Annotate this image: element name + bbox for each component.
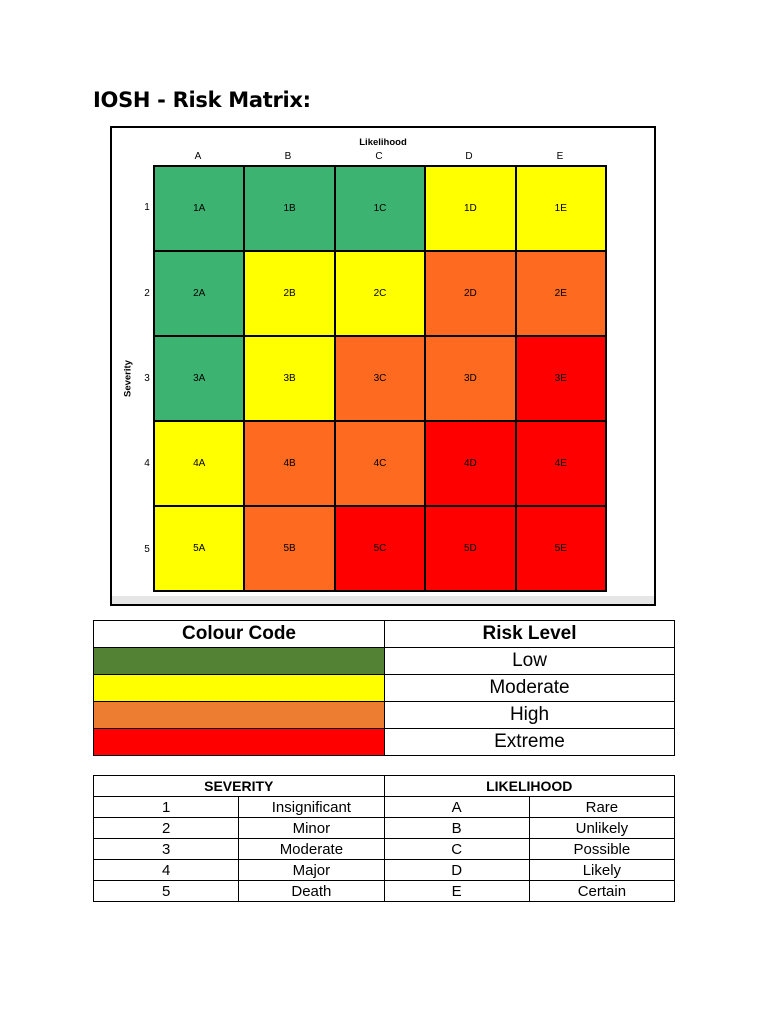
severity-header: SEVERITY	[94, 776, 385, 797]
matrix-cell: 5D	[425, 506, 515, 591]
row-label: 2	[144, 288, 150, 299]
risk-level-label: High	[385, 702, 675, 729]
severity-number: 1	[94, 797, 239, 818]
likelihood-label: Certain	[529, 881, 674, 902]
severity-likelihood-key-table	[93, 775, 675, 902]
colour-swatch-low	[94, 648, 385, 675]
frame-bottom-strip	[112, 596, 654, 604]
severity-label: Minor	[239, 818, 384, 839]
matrix-cell: 2E	[516, 251, 606, 336]
matrix-cell: 4A	[154, 421, 244, 506]
likelihood-header: LIKELIHOOD	[384, 776, 675, 797]
table-row	[94, 818, 675, 839]
severity-number: 4	[94, 860, 239, 881]
column-label: C	[375, 151, 383, 162]
matrix-cell: 5B	[244, 506, 334, 591]
matrix-cell: 5E	[516, 506, 606, 591]
likelihood-code: A	[384, 797, 529, 818]
table-row	[94, 881, 675, 902]
colour-swatch-high	[94, 702, 385, 729]
risk-level-label: Low	[385, 648, 675, 675]
table-row	[94, 797, 675, 818]
column-label: E	[556, 151, 564, 162]
matrix-cell: 2C	[335, 251, 425, 336]
likelihood-label: Likely	[529, 860, 674, 881]
risk-level-label: Moderate	[385, 675, 675, 702]
severity-label: Death	[239, 881, 384, 902]
severity-number: 5	[94, 881, 239, 902]
matrix-cell: 2A	[154, 251, 244, 336]
matrix-cell: 3C	[335, 336, 425, 421]
likelihood-code: D	[384, 860, 529, 881]
matrix-cell: 2D	[425, 251, 515, 336]
column-label: B	[284, 151, 292, 162]
colour-swatch-moderate	[94, 675, 385, 702]
row-label: 1	[144, 202, 150, 213]
likelihood-label: Rare	[529, 797, 674, 818]
column-label: A	[194, 151, 202, 162]
likelihood-code: E	[384, 881, 529, 902]
likelihood-label: Possible	[529, 839, 674, 860]
page-title: IOSH - Risk Matrix:	[93, 88, 311, 112]
matrix-cell: 1E	[516, 166, 606, 251]
matrix-cell: 1A	[154, 166, 244, 251]
matrix-cell: 5C	[335, 506, 425, 591]
matrix-cell: 5A	[154, 506, 244, 591]
likelihood-label: Unlikely	[529, 818, 674, 839]
colour-code-header: Colour Code	[94, 621, 385, 648]
matrix-cell: 1C	[335, 166, 425, 251]
likelihood-code: B	[384, 818, 529, 839]
matrix-cell: 3B	[244, 336, 334, 421]
matrix-cell: 1B	[244, 166, 334, 251]
table-row	[94, 860, 675, 881]
matrix-cell: 3D	[425, 336, 515, 421]
matrix-cell: 2B	[244, 251, 334, 336]
matrix-cell: 3A	[154, 336, 244, 421]
matrix-cell: 4C	[335, 421, 425, 506]
likelihood-axis-title: Likelihood	[359, 137, 407, 148]
matrix-grid	[153, 165, 607, 592]
row-label: 4	[144, 458, 150, 469]
row-label: 5	[144, 544, 150, 555]
severity-label: Insignificant	[239, 797, 384, 818]
severity-label: Major	[239, 860, 384, 881]
likelihood-code: C	[384, 839, 529, 860]
severity-label: Moderate	[239, 839, 384, 860]
matrix-cell: 4D	[425, 421, 515, 506]
colour-swatch-extreme	[94, 729, 385, 756]
matrix-cell: 4B	[244, 421, 334, 506]
column-label: D	[465, 151, 473, 162]
matrix-cell: 3E	[516, 336, 606, 421]
risk-matrix	[110, 126, 656, 606]
matrix-cell: 4E	[516, 421, 606, 506]
severity-number: 2	[94, 818, 239, 839]
colour-legend-table	[93, 620, 675, 756]
severity-axis-title: Severity	[122, 360, 134, 397]
matrix-cell: 1D	[425, 166, 515, 251]
table-row	[94, 839, 675, 860]
row-label: 3	[144, 373, 150, 384]
risk-level-header: Risk Level	[385, 621, 675, 648]
risk-level-label: Extreme	[385, 729, 675, 756]
severity-number: 3	[94, 839, 239, 860]
